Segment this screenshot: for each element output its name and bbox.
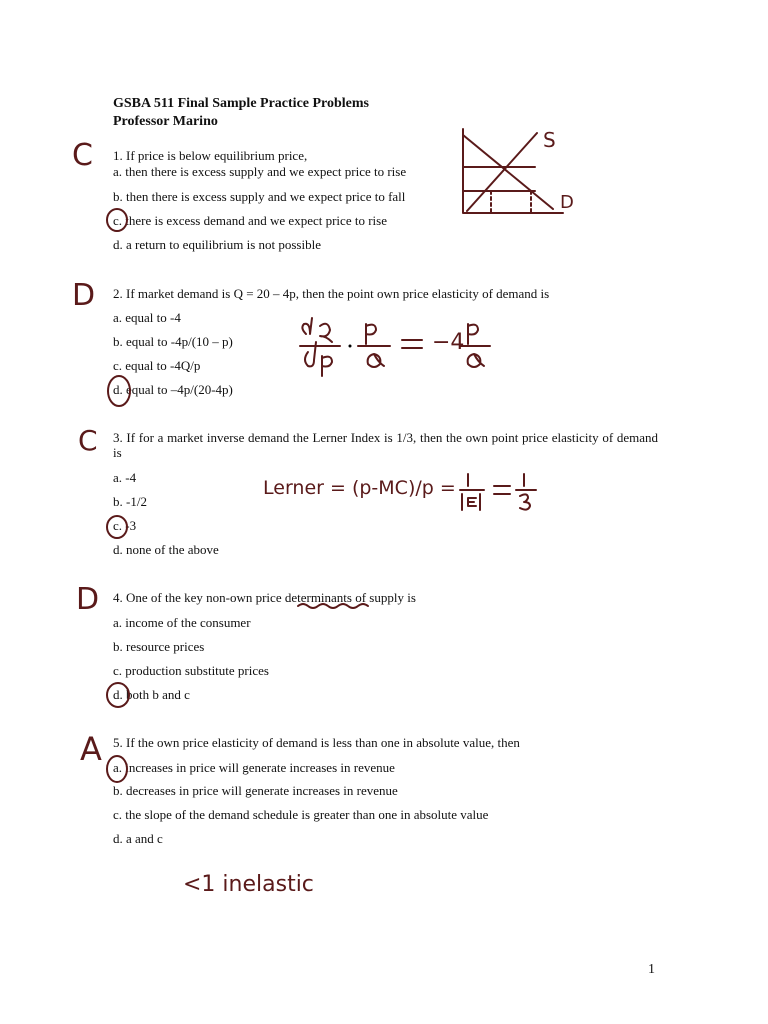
q3-option-c: c. -3 [113,518,137,533]
question-5-stem: 5. If the own price elasticity of demand is less than one in absolute value, then [113,735,520,750]
q5-option-a: a. increases in price will generate increases in revenue [113,760,395,775]
graph-demand-label: D [560,192,574,213]
document-title: GSBA 511 Final Sample Practice Problems [113,96,370,111]
q1-option-c: c. there is excess demand and we expect price to rise [113,213,387,228]
elasticity-result: −4 [432,330,465,355]
page-number: 1 [648,962,655,977]
q3-option-b: b. -1/2 [113,494,147,509]
q2-option-c: c. equal to -4Q/p [113,358,201,373]
answer-mark-q4: D [76,582,100,617]
q1-option-d: d. a return to equilibrium is not possible [113,237,321,252]
graph-supply-label: S [543,128,556,152]
answer-mark-q2: D [72,278,96,313]
question-2-stem: 2. If market demand is Q = 20 – 4p, then the point own price elasticity of demand is [113,286,550,301]
q4-option-c: c. production substitute prices [113,663,269,678]
answer-mark-q1: C [72,138,93,173]
lerner-fraction-sketch [460,470,540,514]
q4-option-a: a. income of the consumer [113,615,251,630]
professor-name: Professor Marino [113,114,218,129]
question-1-stem: 1. If price is below equilibrium price, [113,148,308,163]
q1-option-b: b. then there is excess supply and we expect price to fall [113,189,406,204]
q2-option-a: a. equal to -4 [113,310,181,325]
q3-option-a: a. -4 [113,470,137,485]
answer-circle-q3 [104,514,137,544]
q5-option-b: b. decreases in price will generate increases in revenue [113,783,398,798]
q2-option-d: d. equal to –4p/(20-4p) [113,382,233,397]
q5-option-c: c. the slope of the demand schedule is greater than one in absolute value [113,807,489,822]
lerner-formula-text: Lerner = (p-MC)/p = [263,477,456,499]
question-4-stem: 4. One of the key non-own price determinants of supply is [113,590,416,605]
question-3-stem: 3. If for a market inverse demand the Lerner Index is 1/3, then the own point price elasticity of demand is [113,430,658,460]
q1-option-a: a. then there is excess supply and we expect price to rise [113,164,407,179]
answer-circle-q4 [104,681,134,711]
elasticity-derivation-sketch [298,316,498,378]
q3-option-d: d. none of the above [113,542,219,557]
inelastic-note: <1 inelastic [183,872,314,897]
answer-mark-q3: C [78,424,98,457]
answer-circle-q2 [104,373,138,411]
q4-option-b: b. resource prices [113,639,205,654]
q5-option-d: d. a and c [113,831,163,846]
determinants-underline [296,601,376,611]
answer-circle-q5 [104,754,134,786]
answer-mark-q5: A [80,730,102,768]
q2-option-b: b. equal to -4p/(10 – p) [113,334,233,349]
answer-circle-q1 [104,207,134,237]
q4-option-d: d. both b and c [113,687,190,702]
